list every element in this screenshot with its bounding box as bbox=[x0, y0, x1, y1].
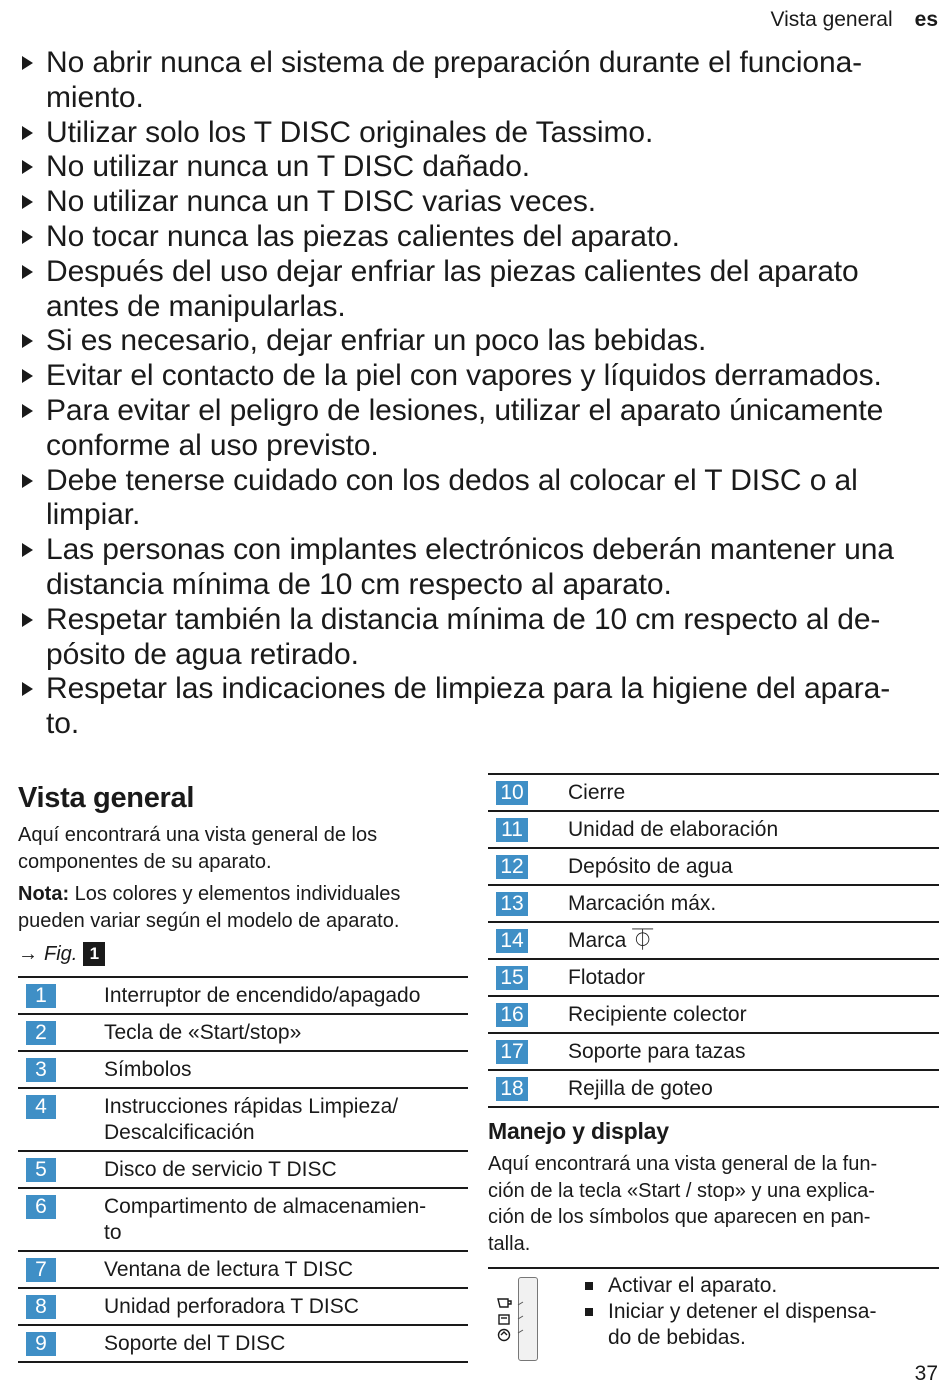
controls-function-list bbox=[580, 1273, 876, 1365]
parts-row bbox=[488, 922, 939, 959]
safety-bullet bbox=[18, 533, 933, 603]
arrow-icon: → bbox=[18, 942, 38, 965]
part-number-badge: 11 bbox=[496, 818, 528, 842]
note-text: Los colores y elementos individuales pueden variar según el modelo de aparato. bbox=[18, 883, 401, 932]
controls-function-text: Iniciar y detener el dispensa- do de bebidas. bbox=[608, 1300, 877, 1349]
square-bullet-icon bbox=[585, 1308, 593, 1316]
safety-bullet bbox=[18, 220, 933, 255]
overview-intro: Aquí encontrará una vista general de los componentes de su aparato. bbox=[18, 824, 378, 873]
parts-row bbox=[488, 1033, 939, 1070]
controls-intro: Aquí encontrará una vista general de la fun- ción de la tecla «Start / stop» y una explica- ción de los símbolos que aparecen en pan- talla. bbox=[488, 1153, 878, 1255]
safety-bullet-text: Después del uso dejar enfriar las piezas calientes del aparato antes de manipularlas. bbox=[46, 254, 859, 323]
part-number-badge: 5 bbox=[26, 1158, 56, 1182]
part-label: Rejilla de goteo bbox=[568, 1077, 713, 1100]
safety-bullet-text: Utilizar solo los T DISC originales de Tassimo. bbox=[46, 115, 654, 149]
part-number-badge: 8 bbox=[26, 1295, 56, 1319]
part-label: Ventana de lectura T DISC bbox=[104, 1258, 354, 1281]
language-code: es bbox=[914, 8, 938, 31]
bullet-triangle-icon bbox=[22, 56, 33, 70]
part-label: Recipiente colector bbox=[568, 1003, 747, 1026]
part-label: Soporte del T DISC bbox=[104, 1332, 286, 1355]
safety-bullet-text: Para evitar el peligro de lesiones, utilizar el aparato únicamente conforme al uso previsto. bbox=[46, 393, 884, 462]
safety-bullet bbox=[18, 185, 933, 220]
parts-row bbox=[18, 1188, 468, 1251]
part-number-badge: 2 bbox=[26, 1021, 56, 1045]
figure-reference bbox=[18, 942, 468, 966]
safety-bullet-text: Respetar también la distancia mínima de 10 cm respecto al de- pósito de agua retirado. bbox=[46, 602, 881, 671]
bullet-triangle-icon bbox=[22, 334, 33, 348]
overview-section bbox=[18, 780, 468, 1363]
safety-bullet-text: Debe tenerse cuidado con los dedos al colocar el T DISC o al limpiar. bbox=[46, 463, 858, 532]
part-number-badge: 14 bbox=[496, 929, 528, 953]
safety-bullet-text: No utilizar nunca un T DISC dañado. bbox=[46, 150, 531, 184]
bullet-triangle-icon bbox=[22, 682, 33, 696]
part-label: Disco de servicio T DISC bbox=[104, 1158, 337, 1181]
part-label: Compartimento de almacenamien- to bbox=[104, 1195, 427, 1244]
bullet-triangle-icon bbox=[22, 613, 33, 627]
controls-function-text: Activar el aparato. bbox=[608, 1274, 778, 1297]
square-bullet-icon bbox=[585, 1282, 593, 1290]
parts-row bbox=[488, 1070, 939, 1107]
parts-row bbox=[18, 1288, 468, 1325]
cup-icon bbox=[498, 1299, 511, 1307]
part-label: Depósito de agua bbox=[568, 855, 733, 878]
part-label: Unidad perforadora T DISC bbox=[104, 1295, 359, 1318]
safety-bullet bbox=[18, 603, 933, 673]
parts-row bbox=[18, 977, 468, 1014]
part-number-badge: 9 bbox=[26, 1332, 56, 1356]
bullet-triangle-icon bbox=[22, 195, 33, 209]
part-number-badge: 1 bbox=[26, 984, 56, 1008]
parts-row bbox=[18, 1051, 468, 1088]
parts-row bbox=[18, 1151, 468, 1188]
part-label: Soporte para tazas bbox=[568, 1040, 746, 1063]
control-panel-figure bbox=[488, 1273, 580, 1365]
controls-title: Manejo y display bbox=[488, 1118, 669, 1144]
safety-bullet bbox=[18, 150, 933, 185]
controls-table bbox=[488, 1267, 939, 1365]
parts-row bbox=[18, 1325, 468, 1362]
part-number-badge: 12 bbox=[496, 855, 528, 879]
bullet-triangle-icon bbox=[22, 474, 33, 488]
parts-row bbox=[18, 1088, 468, 1151]
section-title: Vista general bbox=[770, 8, 893, 31]
panel-symbols bbox=[492, 1273, 532, 1365]
part-number-badge: 18 bbox=[496, 1077, 528, 1101]
part-label: Símbolos bbox=[104, 1058, 192, 1081]
bullet-triangle-icon bbox=[22, 369, 33, 383]
parts-row bbox=[488, 848, 939, 885]
part-number-badge: 4 bbox=[26, 1095, 56, 1119]
parts-row bbox=[488, 885, 939, 922]
part-number-badge: 7 bbox=[26, 1258, 56, 1282]
figure-number-badge: 1 bbox=[83, 942, 105, 966]
safety-bullet bbox=[18, 359, 933, 394]
safety-bullet bbox=[18, 394, 933, 464]
safety-bullet bbox=[18, 116, 933, 151]
safety-bullet-text: Las personas con implantes electrónicos deberán mantener una distancia mínima de 10 cm respecto al aparato. bbox=[46, 533, 894, 601]
cleaning-icon bbox=[499, 1315, 509, 1324]
part-label: Interruptor de encendido/apagado bbox=[104, 984, 421, 1007]
part-label: Instrucciones rápidas Limpieza/ Descalcificación bbox=[104, 1095, 399, 1144]
parts-table-right bbox=[488, 773, 939, 1108]
note-label: Nota: bbox=[18, 883, 70, 905]
page-header bbox=[770, 8, 938, 32]
parts-row bbox=[488, 959, 939, 996]
part-label: Tecla de «Start/stop» bbox=[104, 1021, 302, 1044]
part-label: Cierre bbox=[568, 781, 626, 804]
right-column bbox=[488, 773, 939, 1365]
safety-bullet bbox=[18, 46, 933, 116]
controls-function-item bbox=[580, 1299, 876, 1351]
bullet-triangle-icon bbox=[22, 543, 33, 557]
safety-bullet bbox=[18, 255, 933, 325]
part-number-badge: 15 bbox=[496, 966, 528, 990]
safety-bullet-list bbox=[18, 46, 933, 742]
figure-label: Fig. bbox=[44, 942, 78, 965]
part-number-badge: 13 bbox=[496, 892, 528, 916]
part-number-badge: 16 bbox=[496, 1003, 528, 1027]
safety-bullet-text: No utilizar nunca un T DISC varias veces. bbox=[46, 185, 597, 219]
part-label: Marcación máx. bbox=[568, 892, 717, 915]
safety-bullet-text: Si es necesario, dejar enfriar un poco las bebidas. bbox=[46, 324, 707, 358]
bullet-triangle-icon bbox=[22, 265, 33, 279]
parts-row bbox=[488, 811, 939, 848]
bullet-triangle-icon bbox=[22, 404, 33, 418]
part-label: Marca ⏁ bbox=[568, 929, 654, 952]
part-label: Unidad de elaboración bbox=[568, 818, 779, 841]
safety-bullet bbox=[18, 324, 933, 359]
bullet-triangle-icon bbox=[22, 160, 33, 174]
parts-row bbox=[18, 1014, 468, 1051]
safety-bullet-text: No abrir nunca el sistema de preparación durante el funciona- miento. bbox=[46, 46, 863, 114]
page-number: 37 bbox=[914, 1362, 938, 1385]
parts-row bbox=[18, 1251, 468, 1288]
part-number-badge: 10 bbox=[496, 781, 528, 805]
controls-function-item bbox=[580, 1273, 876, 1299]
part-number-badge: 17 bbox=[496, 1040, 528, 1064]
parts-row bbox=[488, 996, 939, 1033]
safety-bullet bbox=[18, 672, 933, 742]
descale-icon bbox=[499, 1330, 510, 1341]
overview-title: Vista general bbox=[18, 782, 195, 814]
bullet-triangle-icon bbox=[22, 126, 33, 140]
safety-bullet-text: Evitar el contacto de la piel con vapores y líquidos derramados. bbox=[46, 359, 882, 393]
overview-note bbox=[18, 881, 468, 934]
part-number-badge: 6 bbox=[26, 1195, 56, 1219]
safety-bullet-text: No tocar nunca las piezas calientes del aparato. bbox=[46, 219, 680, 253]
parts-row bbox=[488, 774, 939, 811]
parts-table-left bbox=[18, 976, 468, 1363]
bullet-triangle-icon bbox=[22, 230, 33, 244]
part-number-badge: 3 bbox=[26, 1058, 56, 1082]
part-label: Flotador bbox=[568, 966, 646, 989]
safety-bullet bbox=[18, 464, 933, 534]
safety-bullet-text: Respetar las indicaciones de limpieza para la higiene del apara- to. bbox=[46, 672, 891, 741]
